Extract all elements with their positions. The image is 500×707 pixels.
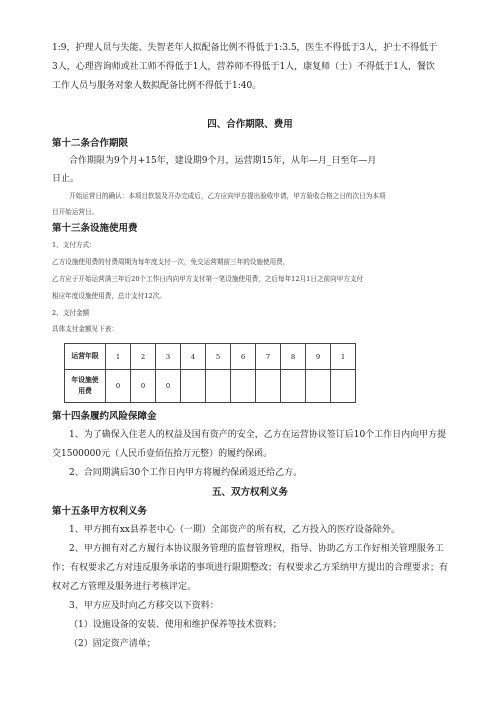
sub-heading: 2、支付金额 [52,309,90,317]
paragraph-line: 2、甲方拥有对乙方履行本协议服务管理的监督管理权，指导、协助乙方工作好相关管理服务工 [69,544,444,554]
note-line: 开始运营日的确认：本项目软装及开办完成后，乙方应向甲方提出验收申请，甲方验收合格之日的次日为本项 [69,192,386,200]
table-cell [206,370,231,403]
article-heading: 第十四条履约风险保障金 [52,411,157,422]
article-heading: 第十五条甲方权利义务 [52,506,148,517]
table-cell: 4 [181,344,206,370]
table-cell: 0 [156,370,181,403]
paragraph-line: 交1500000元（人民币壹佰伍拾万元整）的履约保函。 [52,449,273,459]
paragraph-line: 1、为了确保入住老人的权益及国有资产的安全，乙方在运营协议签订后10个工作日内向甲方提 [69,430,447,440]
table-cell [231,370,256,403]
sub-heading: 1、支付方式： [52,241,96,249]
paragraph-line: 乙方应于开始运营满三年后20个工作日内向甲方支付第一笔设施使用费，之后每年12月1日之前向甲方支付 [52,275,364,283]
table-cell: 1 [106,344,131,370]
table-cell: 2 [131,344,156,370]
table-header-line: 年设施使 [71,376,99,384]
paragraph-line: 权对乙方管理及服务进行考核评定。 [52,582,197,592]
table-header-line: 用费 [78,387,92,395]
table-cell [331,370,356,403]
paragraph-line: 1、甲方拥有xx县养老中心（一期）全部资产的所有权，乙方投入的医疗设备除外。 [69,525,400,535]
table-cell: 6 [231,344,256,370]
table-cell: 0 [131,370,156,403]
table-row [65,344,356,370]
fee-table [64,343,356,403]
section-heading: 五、双方权利义务 [211,487,288,498]
table-header-cell: 运营年限 [65,344,106,370]
table-cell: 1 [331,344,356,370]
paragraph-line: 乙方设施使用费的付费周期为每年度支付一次，免交运营期前三年的设施使用费， [52,258,290,266]
table-header-cell [65,370,106,403]
paragraph-line: 相应年度设施使用费，总计支付12次。 [52,292,166,300]
paragraph-line: （1）设施设备的安装、使用和维护保养等技术资料； [69,620,282,630]
table-cell: 5 [206,344,231,370]
text-line: 1:9，护理人员与失能、失智老年人拟配备比例不得低于1:3.5，医生不得低于3人，护士不得低于 [52,43,438,53]
section-heading: 四、合作期限、费用 [207,119,293,130]
text-line: 3人，心理咨询师或社工师不得低于1人，营养师不得低于1人，康复师（士）不得低于1人，餐饮 [52,62,435,72]
table-cell: 3 [156,344,181,370]
table-cell: 7 [256,344,281,370]
table-cell: 0 [106,370,131,403]
table-cell [281,370,306,403]
paragraph-line: 作；有权要求乙方对违反服务承诺的事项进行限期整改；有权要求乙方采纳甲方提出的合理要求；有 [52,563,449,573]
paragraph-line: （2）固定资产清单； [69,639,156,649]
table-cell [306,370,331,403]
table-cell [181,370,206,403]
article-heading: 第十二条合作期限 [52,138,129,149]
table-cell [256,370,281,403]
paragraph-line: 具体支付金额见下表： [52,325,118,333]
paragraph-line: 合作期限为9个月+15年，建设期9个月，运营期15年，从年—月_日至年—月 [69,156,377,166]
table-cell: 8 [281,344,306,370]
paragraph-line: 日止。 [52,174,80,184]
article-heading: 第十三条设施使用费 [52,223,138,234]
paragraph-line: 3、甲方应及时向乙方移交以下资料： [69,601,219,611]
paragraph-line: 2、合同期满后30个工作日内甲方将履约保函返还给乙方。 [69,468,303,478]
text-line: 工作人员与服务对象人数拟配备比例不得低于1:40。 [52,81,262,91]
table-row [65,370,356,403]
note-line: 目开始运营日。 [52,208,99,216]
table-cell: 9 [306,344,331,370]
